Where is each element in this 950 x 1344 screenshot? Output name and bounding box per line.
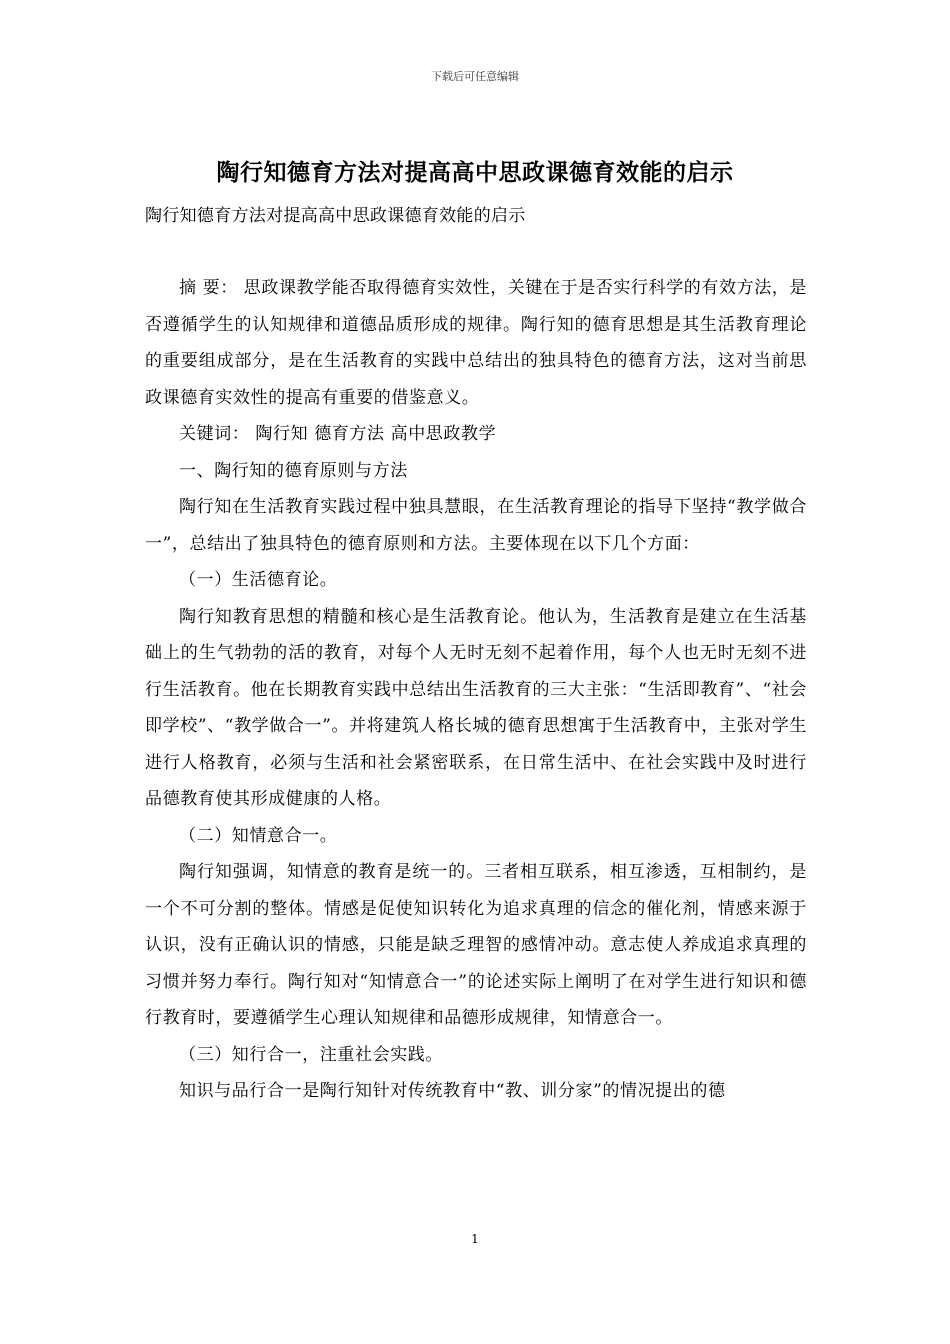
section-1-intro-paragraph: 陶行知在生活教育实践过程中独具慧眼，在生活教育理论的指导下坚持“教学做合一”，总结出了独具特色的德育原则和方法。主要体现在以下几个方面： (145, 497, 807, 554)
document-title: 陶行知德育方法对提高高中思政课德育效能的启示 (216, 159, 734, 186)
document-body (145, 270, 807, 1110)
subsection-1-paragraph: 陶行知教育思想的精髓和核心是生活教育论。他认为，生活教育是建立在生活基础上的生气勃勃的活的教育，对每个人无时无刻不起着作用，每个人也无时无刻不进行生活教育。他在长期教育实践中总结出生活教育的三大主张：“生活即教育”、“社会即学校”、“教学做合一”。并将建筑人格长城的德育思想寓于生活教育中，主张对学生进行人格教育，必须与生活和社会紧密联系，在日常生活中、在社会实践中及时进行品德教育使其形成健康的人格。 (145, 606, 807, 809)
subsection-heading-1: （一）生活德育论。 (179, 570, 338, 590)
page-number: 1 (471, 1232, 479, 1246)
section-heading-1: 一、陶行知的德育原则与方法 (179, 460, 408, 481)
keywords-line: 关键词： 陶行知 德育方法 高中思政教学 (179, 424, 497, 444)
abstract-paragraph: 摘 要： 思政课教学能否取得德育实效性，关键在于是否实行科学的有效方法，是否遵循学生的认知规律和道德品质形成的规律。陶行知的德育思想是其生活教育理论的重要组成部分，是在生活教育的实践中总结出的独具特色的德育方法，这对当前思政课德育实效性的提高有重要的借鉴意义。 (145, 278, 808, 408)
document-subtitle: 陶行知德育方法对提高高中思政课德育效能的启示 (145, 206, 526, 226)
page-header-note: 下载后可任意编辑 (431, 70, 519, 83)
subsection-3-paragraph: 知识与品行合一是陶行知针对传统教育中“教、训分家”的情况提出的德 (179, 1081, 726, 1101)
subsection-2-paragraph: 陶行知强调，知情意的教育是统一的。三者相互联系，相互渗透，互相制约，是一个不可分割的整体。情感是促使知识转化为追求真理的信念的催化剂，情感来源于认识，没有正确认识的情感，只能是缺乏理智的感情冲动。意志使人养成追求真理的习惯并努力奉行。陶行知对“知情意合一”的论述实际上阐明了在对学生进行知识和德行教育时，要遵循学生心理认知规律和品德形成规律，知情意合一。 (145, 862, 807, 1028)
subsection-heading-3: （三）知行合一，注重社会实践。 (179, 1044, 443, 1065)
subsection-heading-2: （二）知情意合一。 (179, 825, 338, 846)
